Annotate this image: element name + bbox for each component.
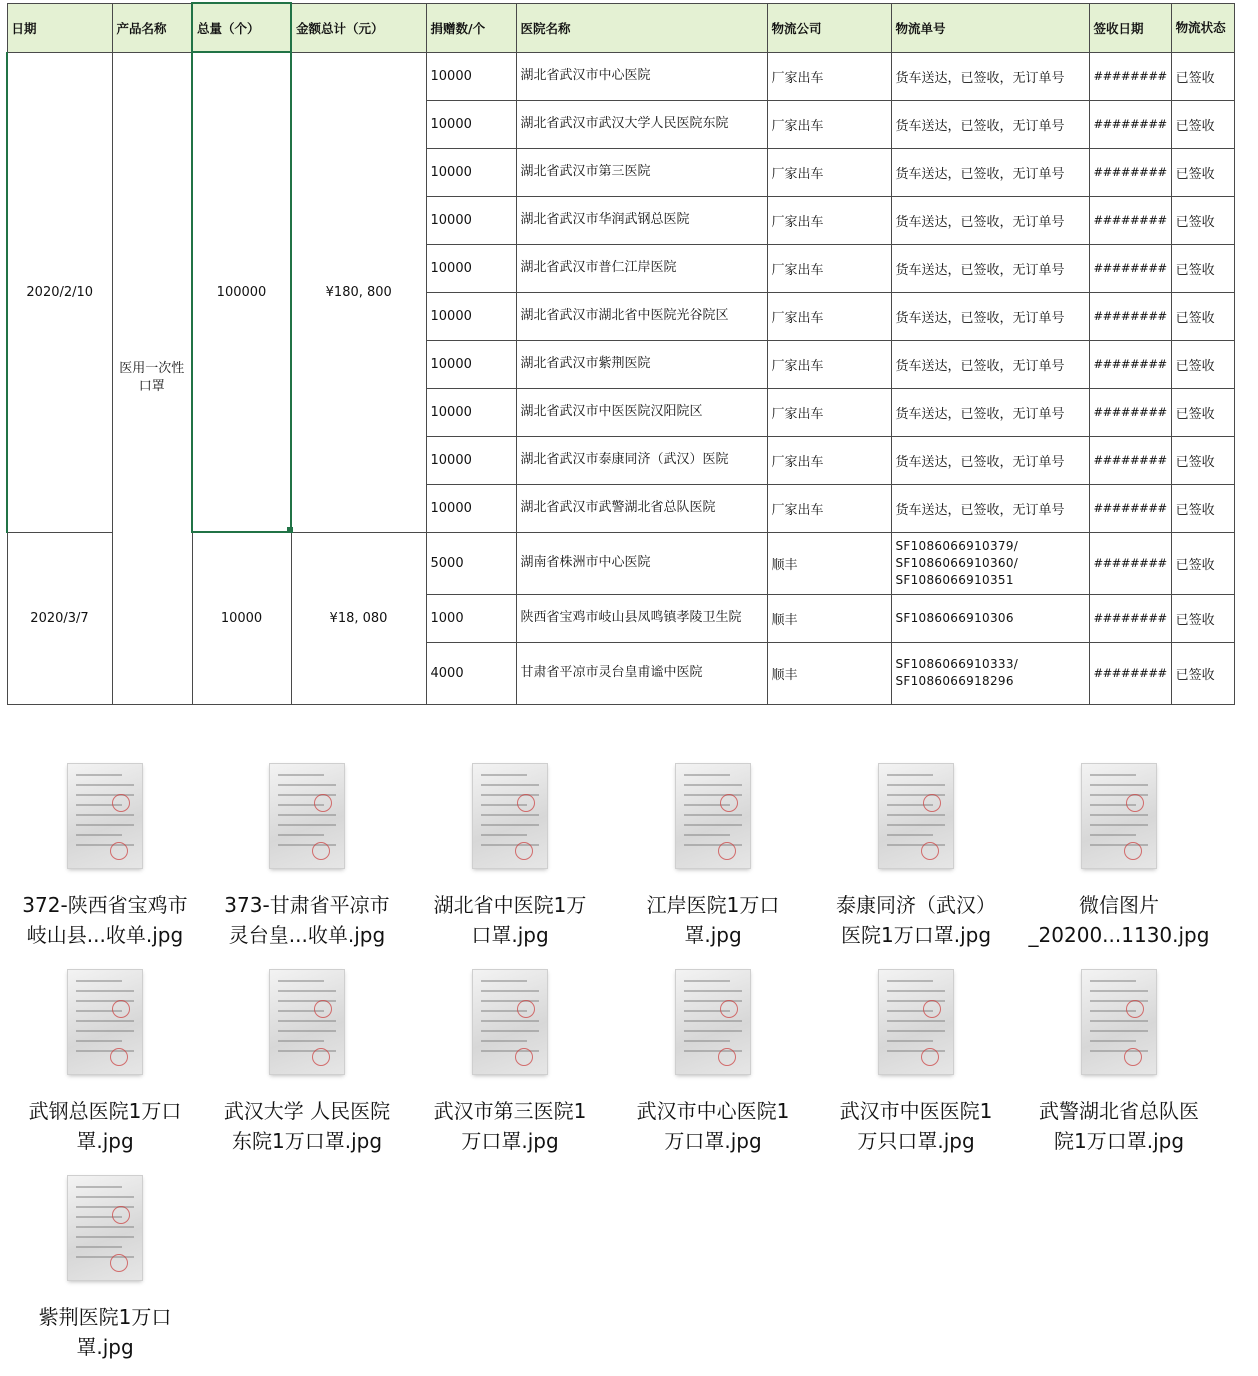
signed-date-cell[interactable]: ########	[1089, 484, 1171, 532]
file-name-line: 武警湖北省总队医	[1039, 1099, 1199, 1123]
file-item[interactable]	[7, 764, 203, 950]
file-item[interactable]	[818, 764, 1014, 950]
file-name-line: 373-甘肃省平凉市	[224, 893, 390, 917]
logistics-cell[interactable]: 厂家出车	[767, 100, 891, 148]
file-name-label	[615, 1096, 811, 1156]
tracking-cell[interactable]: 货车送达，已签收，无订单号	[891, 196, 1089, 244]
column-header[interactable]: 捐赠数/个	[426, 3, 516, 52]
file-item[interactable]	[7, 970, 203, 1156]
file-name-line: 武汉市第三医院1	[433, 1099, 587, 1123]
file-item[interactable]	[412, 970, 608, 1156]
file-name-line: 江岸医院1万口	[646, 893, 780, 917]
file-name-label	[7, 890, 203, 950]
logistics-cell[interactable]: 厂家出车	[767, 388, 891, 436]
logistics-cell[interactable]: 厂家出车	[767, 340, 891, 388]
header-row	[7, 3, 1234, 52]
signed-date-cell[interactable]: ########	[1089, 436, 1171, 484]
status-cell[interactable]: 已签收	[1171, 436, 1234, 484]
hospital-cell[interactable]: 湖北省武汉市第三医院	[516, 148, 767, 196]
file-item[interactable]	[615, 764, 811, 950]
file-name-line: 灵台皇...收单.jpg	[228, 923, 386, 947]
quantity-cell[interactable]: 10000	[426, 484, 516, 532]
logistics-cell[interactable]: 厂家出车	[767, 292, 891, 340]
file-item[interactable]	[412, 764, 608, 950]
file-name-line: 微信图片	[1079, 893, 1159, 917]
file-item[interactable]	[818, 970, 1014, 1156]
date-cell[interactable]: 2020/3/7	[7, 532, 112, 704]
signed-date-cell[interactable]: ########	[1089, 196, 1171, 244]
quantity-cell[interactable]: 10000	[426, 292, 516, 340]
document-thumbnail-icon	[473, 764, 547, 868]
quantity-cell[interactable]: 10000	[426, 196, 516, 244]
hospital-cell[interactable]: 湖南省株洲市中心医院	[516, 532, 767, 594]
file-item[interactable]	[1021, 970, 1217, 1156]
tracking-cell[interactable]: 货车送达，已签收，无订单号	[891, 148, 1089, 196]
status-cell[interactable]: 已签收	[1171, 340, 1234, 388]
file-name-label	[818, 890, 1014, 950]
file-name-label	[1021, 890, 1217, 950]
document-thumbnail-icon	[68, 970, 142, 1074]
file-name-line: 口罩.jpg	[471, 923, 549, 947]
hospital-cell[interactable]: 湖北省武汉市湖北省中医院光谷院区	[516, 292, 767, 340]
file-name-label	[209, 890, 405, 950]
quantity-cell[interactable]: 10000	[426, 388, 516, 436]
column-header[interactable]: 产品名称	[112, 3, 192, 52]
logistics-cell[interactable]: 厂家出车	[767, 148, 891, 196]
logistics-cell[interactable]: 厂家出车	[767, 244, 891, 292]
status-cell[interactable]: 已签收	[1171, 642, 1234, 704]
file-name-label	[412, 1096, 608, 1156]
column-header[interactable]: 物流公司	[767, 3, 891, 52]
status-cell[interactable]: 已签收	[1171, 52, 1234, 100]
file-item[interactable]	[615, 970, 811, 1156]
signed-date-cell[interactable]: ########	[1089, 642, 1171, 704]
amount-cell[interactable]: ¥18, 080	[291, 532, 426, 704]
tracking-cell[interactable]: 货车送达，已签收，无订单号	[891, 388, 1089, 436]
tracking-cell[interactable]: 货车送达，已签收，无订单号	[891, 484, 1089, 532]
file-item[interactable]	[209, 764, 405, 950]
logistics-cell[interactable]: 厂家出车	[767, 484, 891, 532]
file-name-line: 罩.jpg	[76, 1335, 134, 1359]
hospital-cell[interactable]: 湖北省武汉市中心医院	[516, 52, 767, 100]
date-cell[interactable]: 2020/2/10	[7, 52, 112, 532]
amount-cell[interactable]: ¥180, 800	[291, 52, 426, 532]
file-name-label	[209, 1096, 405, 1156]
document-thumbnail-icon	[270, 970, 344, 1074]
total-cell[interactable]: 10000	[192, 532, 291, 704]
signed-date-cell[interactable]: ########	[1089, 532, 1171, 594]
donation-spreadsheet	[6, 2, 1235, 705]
status-cell[interactable]: 已签收	[1171, 148, 1234, 196]
document-thumbnail-icon	[879, 764, 953, 868]
file-name-line: _20200...1130.jpg	[1028, 923, 1210, 947]
column-header[interactable]: 总量（个）	[192, 3, 291, 52]
hospital-cell[interactable]: 湖北省武汉市泰康同济（武汉）医院	[516, 436, 767, 484]
column-header[interactable]: 物流单号	[891, 3, 1089, 52]
document-thumbnail-icon	[1082, 970, 1156, 1074]
column-header[interactable]: 签收日期	[1089, 3, 1171, 52]
file-name-line: 武汉市中医医院1	[839, 1099, 993, 1123]
document-thumbnail-icon	[1082, 764, 1156, 868]
file-name-label	[818, 1096, 1014, 1156]
quantity-cell[interactable]: 4000	[426, 642, 516, 704]
tracking-cell[interactable]: SF1086066910379/ SF1086066910360/ SF1086066910351	[891, 532, 1089, 594]
signed-date-cell[interactable]: ########	[1089, 244, 1171, 292]
signed-date-cell[interactable]: ########	[1089, 594, 1171, 642]
document-thumbnail-icon	[68, 764, 142, 868]
quantity-cell[interactable]: 10000	[426, 100, 516, 148]
tracking-cell[interactable]: SF1086066910333/ SF1086066918296	[891, 642, 1089, 704]
signed-date-cell[interactable]: ########	[1089, 52, 1171, 100]
tracking-cell[interactable]: 货车送达，已签收，无订单号	[891, 436, 1089, 484]
tracking-cell[interactable]: 货车送达，已签收，无订单号	[891, 292, 1089, 340]
status-cell[interactable]: 已签收	[1171, 532, 1234, 594]
file-name-line: 院1万口罩.jpg	[1053, 1129, 1185, 1153]
status-cell[interactable]: 已签收	[1171, 292, 1234, 340]
status-cell[interactable]: 已签收	[1171, 196, 1234, 244]
document-thumbnail-icon	[879, 970, 953, 1074]
status-cell[interactable]: 已签收	[1171, 100, 1234, 148]
status-cell[interactable]: 已签收	[1171, 484, 1234, 532]
hospital-cell[interactable]: 湖北省武汉市华润武钢总医院	[516, 196, 767, 244]
tracking-cell[interactable]: SF1086066910306	[891, 594, 1089, 642]
file-name-line: 东院1万口罩.jpg	[231, 1129, 383, 1153]
file-name-line: 万口罩.jpg	[461, 1129, 559, 1153]
hospital-cell[interactable]: 陕西省宝鸡市岐山县凤鸣镇孝陵卫生院	[516, 594, 767, 642]
quantity-cell[interactable]: 10000	[426, 52, 516, 100]
quantity-cell[interactable]: 1000	[426, 594, 516, 642]
hospital-cell[interactable]: 湖北省武汉市武警湖北省总队医院	[516, 484, 767, 532]
file-name-label	[1021, 1096, 1217, 1156]
file-item[interactable]	[7, 1176, 203, 1362]
column-header[interactable]: 医院名称	[516, 3, 767, 52]
table-row	[7, 532, 1234, 594]
file-name-label	[615, 890, 811, 950]
tracking-cell[interactable]: 货车送达，已签收，无订单号	[891, 52, 1089, 100]
table-row	[7, 52, 1234, 100]
logistics-cell[interactable]: 顺丰	[767, 532, 891, 594]
hospital-cell[interactable]: 湖北省武汉市紫荆医院	[516, 340, 767, 388]
file-name-line: 罩.jpg	[684, 923, 742, 947]
hospital-cell[interactable]: 湖北省武汉市普仁江岸医院	[516, 244, 767, 292]
quantity-cell[interactable]: 5000	[426, 532, 516, 594]
hospital-cell[interactable]: 湖北省武汉市武汉大学人民医院东院	[516, 100, 767, 148]
document-thumbnail-icon	[676, 764, 750, 868]
file-item[interactable]	[209, 970, 405, 1156]
logistics-cell[interactable]: 厂家出车	[767, 52, 891, 100]
column-header[interactable]: 物流状态	[1171, 3, 1234, 52]
document-thumbnail-icon	[270, 764, 344, 868]
document-thumbnail-icon	[473, 970, 547, 1074]
file-name-line: 万只口罩.jpg	[857, 1129, 975, 1153]
file-name-line: 万口罩.jpg	[664, 1129, 762, 1153]
column-header[interactable]: 日期	[7, 3, 112, 52]
file-name-line: 紫荆医院1万口	[38, 1305, 172, 1329]
file-name-label	[7, 1302, 203, 1362]
tracking-cell[interactable]: 货车送达，已签收，无订单号	[891, 100, 1089, 148]
quantity-cell[interactable]: 10000	[426, 340, 516, 388]
file-item[interactable]	[1021, 764, 1217, 950]
document-thumbnail-icon	[68, 1176, 142, 1280]
product-cell[interactable]: 医用一次性口罩	[112, 52, 192, 704]
file-name-line: 武汉市中心医院1	[636, 1099, 790, 1123]
status-cell[interactable]: 已签收	[1171, 244, 1234, 292]
file-name-line: 医院1万口罩.jpg	[840, 923, 992, 947]
file-name-line: 罩.jpg	[76, 1129, 134, 1153]
file-name-label	[412, 890, 608, 950]
quantity-cell[interactable]: 10000	[426, 148, 516, 196]
status-cell[interactable]: 已签收	[1171, 594, 1234, 642]
tracking-cell[interactable]: 货车送达，已签收，无订单号	[891, 340, 1089, 388]
quantity-cell[interactable]: 10000	[426, 436, 516, 484]
logistics-cell[interactable]: 顺丰	[767, 594, 891, 642]
file-name-line: 泰康同济（武汉）	[836, 893, 996, 917]
file-name-line: 372-陕西省宝鸡市	[22, 893, 188, 917]
file-name-line: 湖北省中医院1万	[433, 893, 587, 917]
signed-date-cell[interactable]: ########	[1089, 100, 1171, 148]
tracking-cell[interactable]: 货车送达，已签收，无订单号	[891, 244, 1089, 292]
hospital-cell[interactable]: 湖北省武汉市中医医院汉阳院区	[516, 388, 767, 436]
status-cell[interactable]: 已签收	[1171, 388, 1234, 436]
signed-date-cell[interactable]: ########	[1089, 292, 1171, 340]
file-name-line: 武汉大学 人民医院	[223, 1099, 391, 1123]
column-header[interactable]: 金额总计（元）	[291, 3, 426, 52]
signed-date-cell[interactable]: ########	[1089, 388, 1171, 436]
selection-fill-handle[interactable]	[287, 527, 293, 533]
logistics-cell[interactable]: 厂家出车	[767, 436, 891, 484]
total-cell[interactable]: 100000	[192, 52, 291, 532]
signed-date-cell[interactable]: ########	[1089, 148, 1171, 196]
file-name-line: 武钢总医院1万口	[28, 1099, 182, 1123]
file-name-label	[7, 1096, 203, 1156]
logistics-cell[interactable]: 顺丰	[767, 642, 891, 704]
file-name-line: 岐山县...收单.jpg	[26, 923, 184, 947]
document-thumbnail-icon	[676, 970, 750, 1074]
logistics-cell[interactable]: 厂家出车	[767, 196, 891, 244]
signed-date-cell[interactable]: ########	[1089, 340, 1171, 388]
quantity-cell[interactable]: 10000	[426, 244, 516, 292]
hospital-cell[interactable]: 甘肃省平凉市灵台皇甫谧中医院	[516, 642, 767, 704]
